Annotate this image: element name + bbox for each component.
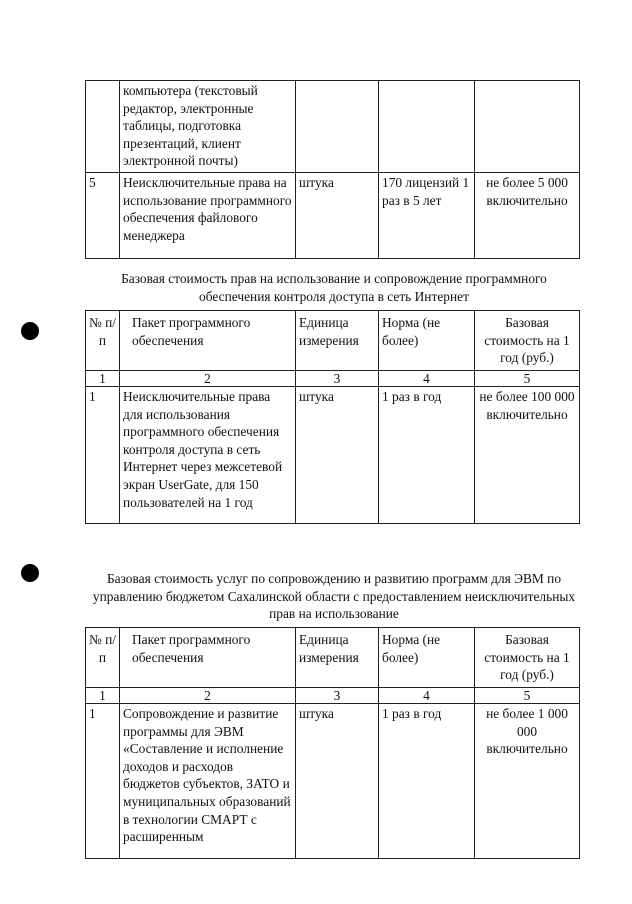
punch-hole-top	[21, 322, 39, 340]
table-section3	[85, 627, 580, 859]
header-num: № п/п	[86, 311, 120, 371]
cell-num	[86, 81, 120, 173]
cell-num: 5	[86, 172, 120, 258]
cell-name: компьютера (текстовый редактор, электронные таблицы, подготовка презентаций, клиент электронной почты)	[120, 81, 296, 173]
header-name: Пакет программного обеспечения	[120, 628, 296, 688]
section2-caption: Базовая стоимость прав на использование и сопровождение программного обеспечения контроля доступа в сеть Интернет	[121, 271, 547, 304]
col-number: 2	[120, 371, 296, 387]
col-number: 3	[296, 688, 379, 704]
col-number: 4	[379, 688, 475, 704]
cell-name: Неисключительные права для использования программного обеспечения контроля доступа в сеть Интернет через межсетевой экран UserGate, для 150 пользователей на 1 год	[120, 387, 296, 524]
header-unit: Единица измерения	[296, 311, 379, 371]
section3-caption: Базовая стоимость услуг по сопровождению и развитию программ для ЭВМ по управлению бюджетом Сахалинской области с предоставлением неисключительных прав на использование	[92, 571, 576, 622]
table-row	[86, 172, 580, 258]
cell-num: 1	[86, 387, 120, 524]
cell-norm: 1 раз в год	[379, 704, 475, 859]
table-top	[85, 80, 580, 259]
cell-unit	[296, 81, 379, 173]
table-row	[86, 81, 580, 173]
table-row	[86, 704, 580, 859]
col-number: 2	[120, 688, 296, 704]
cell-norm: 170 лицензий 1 раз в 5 лет	[379, 172, 475, 258]
column-numbers-row	[86, 371, 580, 387]
header-num: № п/п	[86, 628, 120, 688]
punch-hole-bottom	[21, 564, 39, 582]
col-number: 1	[86, 688, 120, 704]
cell-unit: штука	[296, 172, 379, 258]
cell-price: не более 5 000 включительно	[475, 172, 580, 258]
cell-unit: штука	[296, 704, 379, 859]
header-price: Базовая стоимость на 1 год (руб.)	[475, 628, 580, 688]
col-number: 3	[296, 371, 379, 387]
column-numbers-row	[86, 688, 580, 704]
cell-norm: 1 раз в год	[379, 387, 475, 524]
col-number: 1	[86, 371, 120, 387]
header-norm: Норма (не более)	[379, 628, 475, 688]
cell-name: Сопровождение и развитие программы для ЭВМ «Составление и исполнение доходов и расходов бюджетов субъектов, ЗАТО и муниципальных образований в технологии СМАРТ с расширенным	[120, 704, 296, 859]
header-norm: Норма (не более)	[379, 311, 475, 371]
col-number: 5	[475, 371, 580, 387]
header-unit: Единица измерения	[296, 628, 379, 688]
col-number: 4	[379, 371, 475, 387]
cell-price: не более 1 000 000 включительно	[475, 704, 580, 859]
cell-unit: штука	[296, 387, 379, 524]
col-number: 5	[475, 688, 580, 704]
header-price: Базовая стоимость на 1 год (руб.)	[475, 311, 580, 371]
cell-norm	[379, 81, 475, 173]
table-header-row	[86, 628, 580, 688]
table-row	[86, 387, 580, 524]
table-section2	[85, 310, 580, 524]
header-name: Пакет программного обеспечения	[120, 311, 296, 371]
table-header-row	[86, 311, 580, 371]
cell-num: 1	[86, 704, 120, 859]
cell-price: не более 100 000 включительно	[475, 387, 580, 524]
cell-price	[475, 81, 580, 173]
cell-name: Неисключительные права на использование программного обеспечения файлового менеджера	[120, 172, 296, 258]
